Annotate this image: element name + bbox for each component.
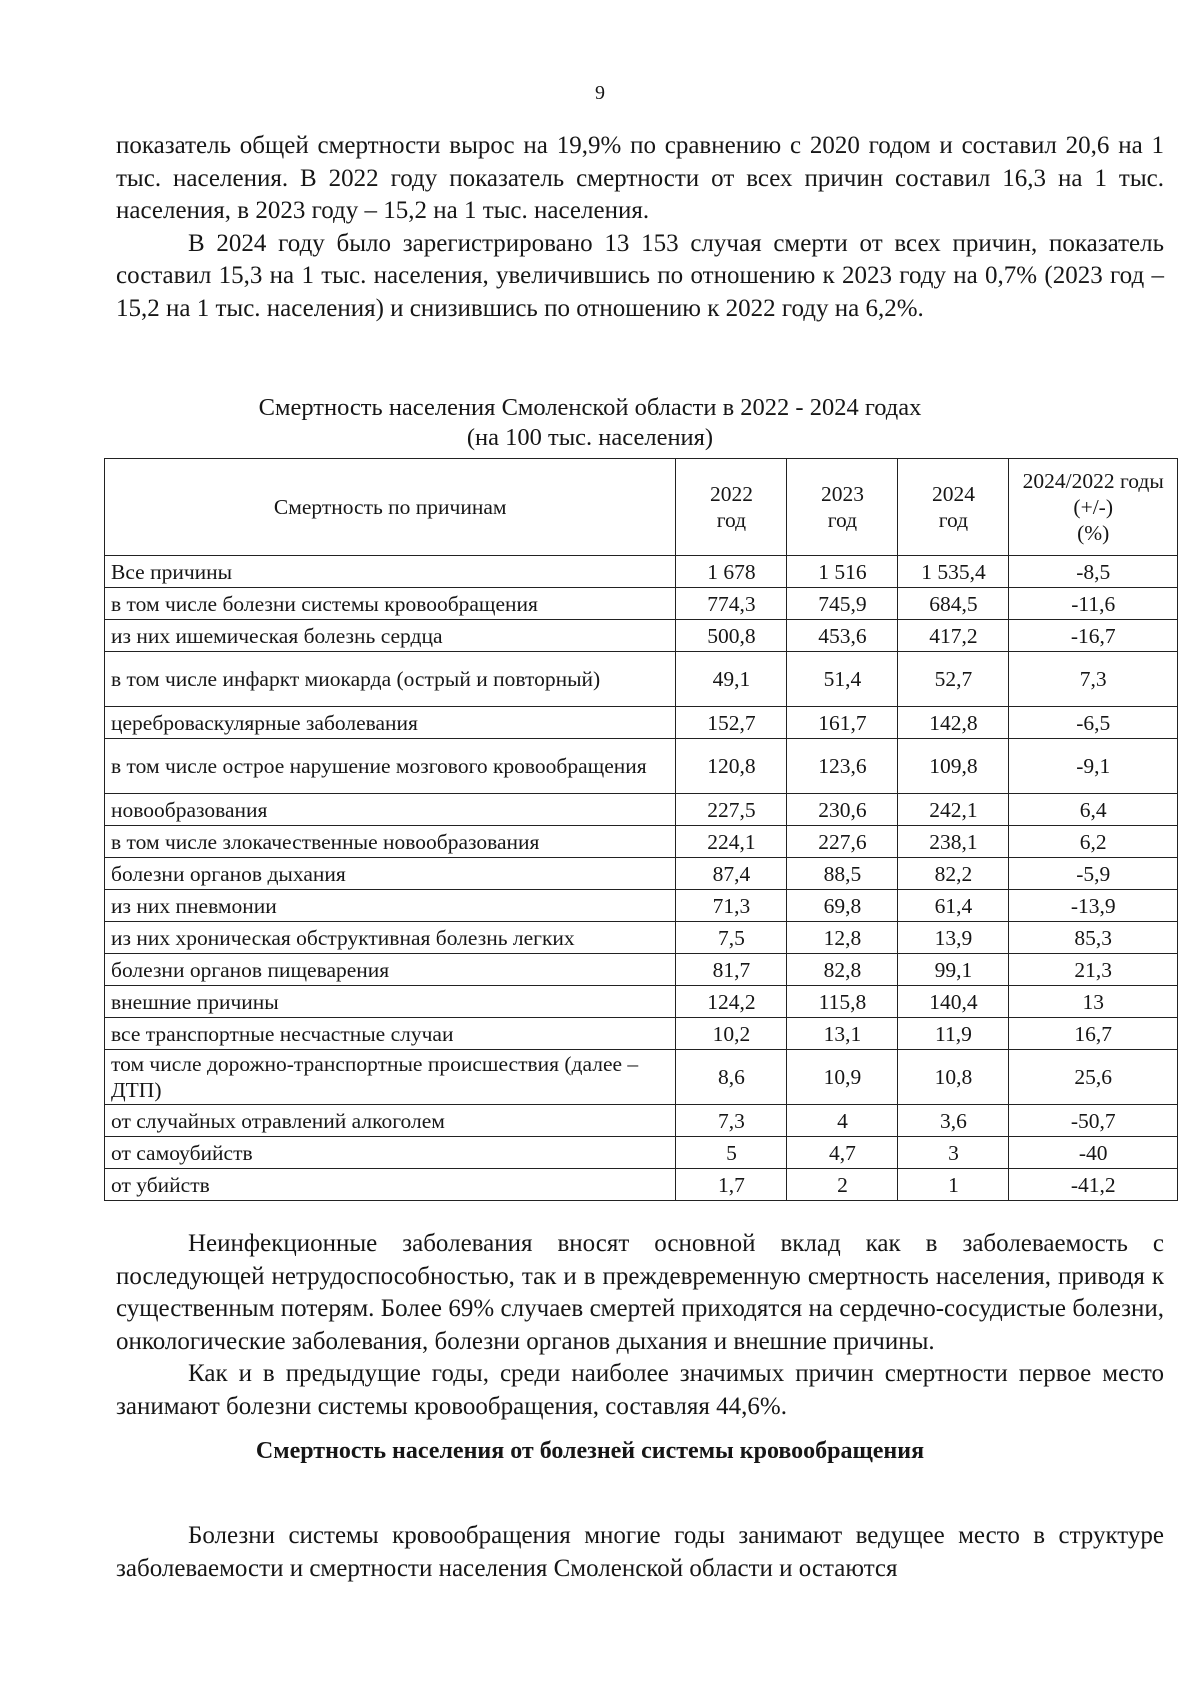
cause-cell: Все причины bbox=[105, 556, 676, 588]
table-caption-title: Смертность населения Смоленской области в 2022 - 2024 годах bbox=[258, 394, 922, 421]
change-cell: -50,7 bbox=[1009, 1105, 1178, 1137]
value-2024-cell: 1 535,4 bbox=[898, 556, 1009, 588]
table-caption-unit: (на 100 тыс. населения) bbox=[466, 424, 714, 451]
header-change-unit: (%) bbox=[1077, 521, 1110, 545]
cause-cell: болезни органов дыхания bbox=[105, 858, 676, 890]
table-row bbox=[105, 620, 1178, 652]
page-number: 9 bbox=[595, 82, 605, 104]
change-cell: -13,9 bbox=[1009, 890, 1178, 922]
change-cell: 85,3 bbox=[1009, 922, 1178, 954]
value-2022-cell: 7,5 bbox=[676, 922, 787, 954]
table-row bbox=[105, 890, 1178, 922]
value-2024-cell: 109,8 bbox=[898, 739, 1009, 794]
value-2023-cell: 227,6 bbox=[787, 826, 898, 858]
value-2023-cell: 453,6 bbox=[787, 620, 898, 652]
value-2023-cell: 161,7 bbox=[787, 707, 898, 739]
table-row bbox=[105, 858, 1178, 890]
change-cell: -6,5 bbox=[1009, 707, 1178, 739]
value-2023-cell: 123,6 bbox=[787, 739, 898, 794]
change-cell: 6,4 bbox=[1009, 794, 1178, 826]
cause-cell: в том числе острое нарушение мозгового кровообращения bbox=[105, 739, 676, 794]
value-2024-cell: 3,6 bbox=[898, 1105, 1009, 1137]
value-2024-cell: 10,8 bbox=[898, 1050, 1009, 1105]
value-2023-cell: 115,8 bbox=[787, 986, 898, 1018]
cause-cell: из них ишемическая болезнь сердца bbox=[105, 620, 676, 652]
table-row bbox=[105, 986, 1178, 1018]
cause-cell: новообразования bbox=[105, 794, 676, 826]
table-row bbox=[105, 1050, 1178, 1105]
value-2022-cell: 7,3 bbox=[676, 1105, 787, 1137]
value-2022-cell: 1,7 bbox=[676, 1169, 787, 1201]
value-2022-cell: 120,8 bbox=[676, 739, 787, 794]
value-2024-cell: 82,2 bbox=[898, 858, 1009, 890]
change-cell: -41,2 bbox=[1009, 1169, 1178, 1201]
value-2023-cell: 88,5 bbox=[787, 858, 898, 890]
section-heading: Смертность населения от болезней системы кровообращения bbox=[255, 1438, 925, 1464]
after-table-text bbox=[116, 1228, 1164, 1423]
paragraph: Болезни системы кровообращения многие годы занимают ведущее место в структуре заболеваемости и смертности населения Смоленской области и остаются bbox=[116, 1522, 1164, 1582]
value-2024-cell: 52,7 bbox=[898, 652, 1009, 707]
value-2023-cell: 69,8 bbox=[787, 890, 898, 922]
table-row bbox=[105, 1018, 1178, 1050]
paragraph: показатель общей смертности вырос на 19,9% по сравнению с 2020 годом и составил 20,6 на 1 тыс. населения. В 2022 году показатель смертности от всех причин составил 16,3 на 1 тыс. населения, в 2023 году – 15,2 на 1 тыс. населения. bbox=[116, 132, 1164, 224]
cause-cell: болезни органов пищеварения bbox=[105, 954, 676, 986]
header-change-label: 2024/2022 годы bbox=[1022, 469, 1164, 493]
value-2023-cell: 230,6 bbox=[787, 794, 898, 826]
value-2023-cell: 2 bbox=[787, 1169, 898, 1201]
cause-cell: цереброваскулярные заболевания bbox=[105, 707, 676, 739]
header-2024 bbox=[898, 459, 1009, 556]
cause-cell: все транспортные несчастные случаи bbox=[105, 1018, 676, 1050]
value-2024-cell: 238,1 bbox=[898, 826, 1009, 858]
table-row bbox=[105, 556, 1178, 588]
value-2024-cell: 1 bbox=[898, 1169, 1009, 1201]
intro-text bbox=[116, 130, 1164, 325]
table-row bbox=[105, 826, 1178, 858]
value-2024-cell: 3 bbox=[898, 1137, 1009, 1169]
value-2022-cell: 1 678 bbox=[676, 556, 787, 588]
change-cell: -8,5 bbox=[1009, 556, 1178, 588]
table-row bbox=[105, 794, 1178, 826]
value-2023-cell: 12,8 bbox=[787, 922, 898, 954]
value-2022-cell: 5 bbox=[676, 1137, 787, 1169]
change-cell: 13 bbox=[1009, 986, 1178, 1018]
value-2023-cell: 13,1 bbox=[787, 1018, 898, 1050]
table-caption bbox=[0, 393, 1180, 453]
value-2022-cell: 500,8 bbox=[676, 620, 787, 652]
value-2022-cell: 87,4 bbox=[676, 858, 787, 890]
value-2022-cell: 8,6 bbox=[676, 1050, 787, 1105]
cause-cell: от убийств bbox=[105, 1169, 676, 1201]
change-cell: 7,3 bbox=[1009, 652, 1178, 707]
header-year-label: 2023 bbox=[820, 482, 864, 506]
value-2022-cell: 71,3 bbox=[676, 890, 787, 922]
change-cell: -11,6 bbox=[1009, 588, 1178, 620]
header-change-sign: (+/-) bbox=[1073, 495, 1113, 519]
value-2022-cell: 10,2 bbox=[676, 1018, 787, 1050]
table-row bbox=[105, 707, 1178, 739]
closing-text bbox=[116, 1520, 1164, 1585]
paragraph: Неинфекционные заболевания вносят основной вклад как в заболеваемость с последующей нетрудоспособностью, так и в преждевременную смертность населения, приводя к существенным потерям. Более 69% случаев смертей приходятся на сердечно-сосудистые болезни, онкологические заболевания, болезни органов дыхания и внешние причины. bbox=[116, 1230, 1164, 1355]
table-row bbox=[105, 954, 1178, 986]
header-cause: Смертность по причинам bbox=[105, 459, 676, 556]
value-2024-cell: 242,1 bbox=[898, 794, 1009, 826]
table-row bbox=[105, 922, 1178, 954]
cause-cell: из них хроническая обструктивная болезнь легких bbox=[105, 922, 676, 954]
value-2024-cell: 417,2 bbox=[898, 620, 1009, 652]
table-row bbox=[105, 652, 1178, 707]
change-cell: 25,6 bbox=[1009, 1050, 1178, 1105]
value-2022-cell: 224,1 bbox=[676, 826, 787, 858]
change-cell: 21,3 bbox=[1009, 954, 1178, 986]
cause-cell: внешние причины bbox=[105, 986, 676, 1018]
mortality-table bbox=[104, 458, 1178, 1201]
header-year-label: 2024 bbox=[931, 482, 975, 506]
value-2024-cell: 99,1 bbox=[898, 954, 1009, 986]
header-2023 bbox=[787, 459, 898, 556]
value-2024-cell: 142,8 bbox=[898, 707, 1009, 739]
table-row bbox=[105, 588, 1178, 620]
value-2024-cell: 13,9 bbox=[898, 922, 1009, 954]
value-2023-cell: 82,8 bbox=[787, 954, 898, 986]
cause-cell: от случайных отравлений алкоголем bbox=[105, 1105, 676, 1137]
value-2023-cell: 1 516 bbox=[787, 556, 898, 588]
value-2022-cell: 81,7 bbox=[676, 954, 787, 986]
cause-cell: в том числе инфаркт миокарда (острый и повторный) bbox=[105, 652, 676, 707]
header-year-unit: год bbox=[827, 508, 858, 532]
value-2022-cell: 774,3 bbox=[676, 588, 787, 620]
value-2022-cell: 227,5 bbox=[676, 794, 787, 826]
table-row bbox=[105, 739, 1178, 794]
header-year-unit: год bbox=[938, 508, 969, 532]
value-2023-cell: 745,9 bbox=[787, 588, 898, 620]
table-row bbox=[105, 1137, 1178, 1169]
change-cell: -9,1 bbox=[1009, 739, 1178, 794]
value-2024-cell: 140,4 bbox=[898, 986, 1009, 1018]
cause-cell: от самоубийств bbox=[105, 1137, 676, 1169]
change-cell: 16,7 bbox=[1009, 1018, 1178, 1050]
header-2022 bbox=[676, 459, 787, 556]
header-change bbox=[1009, 459, 1178, 556]
cause-cell: в том числе болезни системы кровообращения bbox=[105, 588, 676, 620]
paragraph: В 2024 году было зарегистрировано 13 153 случая смерти от всех причин, показатель составил 15,3 на 1 тыс. населения, увеличившись по отношению к 2023 году на 0,7% (2023 год –15,2 на 1 тыс. населения) и снизившись по отношению к 2022 году на 6,2%. bbox=[116, 229, 1164, 322]
change-cell: -16,7 bbox=[1009, 620, 1178, 652]
table-header-row bbox=[105, 459, 1178, 556]
value-2024-cell: 684,5 bbox=[898, 588, 1009, 620]
value-2022-cell: 49,1 bbox=[676, 652, 787, 707]
value-2023-cell: 4,7 bbox=[787, 1137, 898, 1169]
header-year-label: 2022 bbox=[709, 482, 753, 506]
value-2023-cell: 51,4 bbox=[787, 652, 898, 707]
value-2022-cell: 152,7 bbox=[676, 707, 787, 739]
value-2023-cell: 10,9 bbox=[787, 1050, 898, 1105]
value-2023-cell: 4 bbox=[787, 1105, 898, 1137]
table-row bbox=[105, 1105, 1178, 1137]
cause-cell: том числе дорожно-транспортные происшествия (далее – ДТП) bbox=[105, 1050, 676, 1105]
change-cell: -5,9 bbox=[1009, 858, 1178, 890]
cause-cell: из них пневмонии bbox=[105, 890, 676, 922]
table-row bbox=[105, 1169, 1178, 1201]
value-2022-cell: 124,2 bbox=[676, 986, 787, 1018]
value-2024-cell: 61,4 bbox=[898, 890, 1009, 922]
cause-cell: в том числе злокачественные новообразования bbox=[105, 826, 676, 858]
paragraph: Как и в предыдущие годы, среди наиболее значимых причин смертности первое место занимают болезни системы кровообращения, составляя 44,6%. bbox=[116, 1360, 1164, 1420]
change-cell: -40 bbox=[1009, 1137, 1178, 1169]
change-cell: 6,2 bbox=[1009, 826, 1178, 858]
value-2024-cell: 11,9 bbox=[898, 1018, 1009, 1050]
header-year-unit: год bbox=[716, 508, 747, 532]
